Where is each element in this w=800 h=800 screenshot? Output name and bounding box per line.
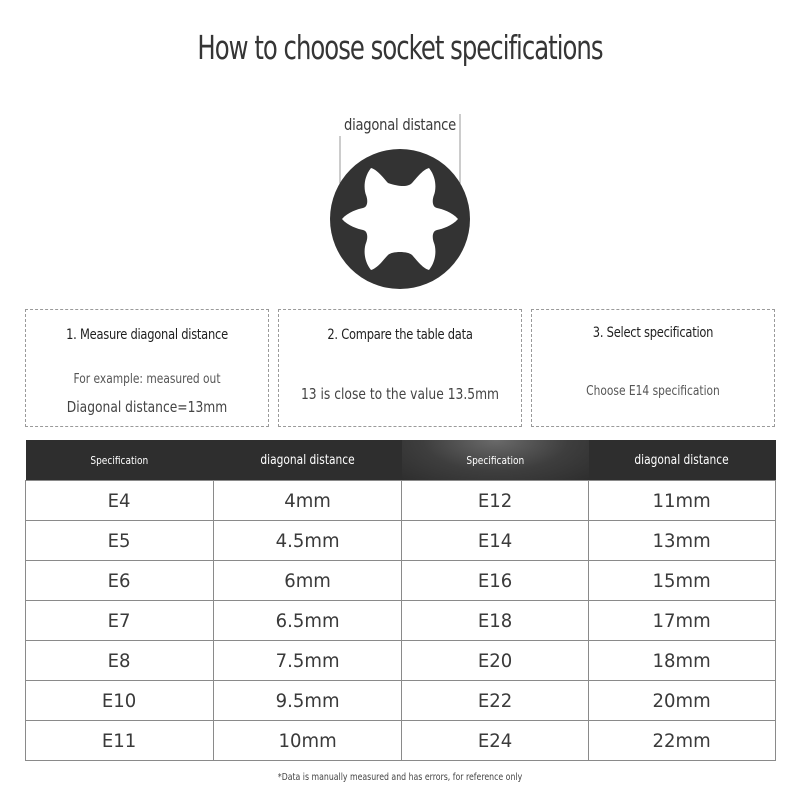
torx-socket-icon — [320, 108, 480, 298]
header-diagonal-distance-2: diagonal distance — [589, 440, 776, 481]
table-cell: E8 — [26, 641, 214, 681]
page-title: How to choose socket specifications — [197, 28, 603, 67]
step-3-detail: Choose E14 specification — [586, 384, 720, 399]
table-cell: 17mm — [589, 601, 776, 641]
step-3-card — [531, 309, 775, 427]
table-row — [26, 561, 776, 601]
table-cell: 4.5mm — [214, 521, 402, 561]
table-cell: 18mm — [589, 641, 776, 681]
table-cell: 10mm — [214, 721, 402, 761]
table-cell: E14 — [402, 521, 589, 561]
table-cell: E4 — [26, 481, 214, 521]
step-3-title: 3. Select specification — [592, 325, 714, 341]
table-cell: E10 — [26, 681, 214, 721]
table-cell: 9.5mm — [214, 681, 402, 721]
diagonal-distance-label: diagonal distance — [344, 115, 456, 134]
table-header-row — [26, 440, 776, 481]
table-cell: 6mm — [214, 561, 402, 601]
table-row — [26, 521, 776, 561]
table-cell: E7 — [26, 601, 214, 641]
table-cell: 22mm — [589, 721, 776, 761]
table-cell: E18 — [402, 601, 589, 641]
step-2-detail: 13 is close to the value 13.5mm — [300, 385, 500, 403]
table-cell: E22 — [402, 681, 589, 721]
table-row — [26, 681, 776, 721]
table-row — [26, 601, 776, 641]
header-specification-1: Specification — [26, 440, 214, 481]
table-cell: 13mm — [589, 521, 776, 561]
footnote: *Data is manually measured and has errors, for reference only — [277, 772, 523, 783]
table-cell: 15mm — [589, 561, 776, 601]
table-cell: E6 — [26, 561, 214, 601]
table-row — [26, 721, 776, 761]
table-cell: 7.5mm — [214, 641, 402, 681]
table-cell: 20mm — [589, 681, 776, 721]
socket-diagram — [320, 108, 480, 298]
table-cell: E24 — [402, 721, 589, 761]
step-2-title: 2. Compare the table data — [327, 327, 473, 343]
table-cell: 4mm — [214, 481, 402, 521]
step-1-card — [25, 309, 269, 427]
step-1-title: 1. Measure diagonal distance — [66, 327, 228, 343]
step-2-card — [278, 309, 522, 427]
table-cell: E12 — [402, 481, 589, 521]
table-cell: E16 — [402, 561, 589, 601]
header-diagonal-distance-1: diagonal distance — [214, 440, 402, 481]
table-cell: 11mm — [589, 481, 776, 521]
table-row — [26, 641, 776, 681]
table-row — [26, 481, 776, 521]
steps-panel — [25, 309, 775, 429]
step-1-detail: Diagonal distance=13mm — [66, 398, 228, 416]
header-specification-2: Specification — [402, 440, 589, 481]
table-cell: 6.5mm — [214, 601, 402, 641]
spec-table — [25, 440, 776, 761]
table-cell: E5 — [26, 521, 214, 561]
table-cell: E11 — [26, 721, 214, 761]
table-cell: E20 — [402, 641, 589, 681]
step-1-subtitle: For example: measured out — [73, 372, 221, 387]
